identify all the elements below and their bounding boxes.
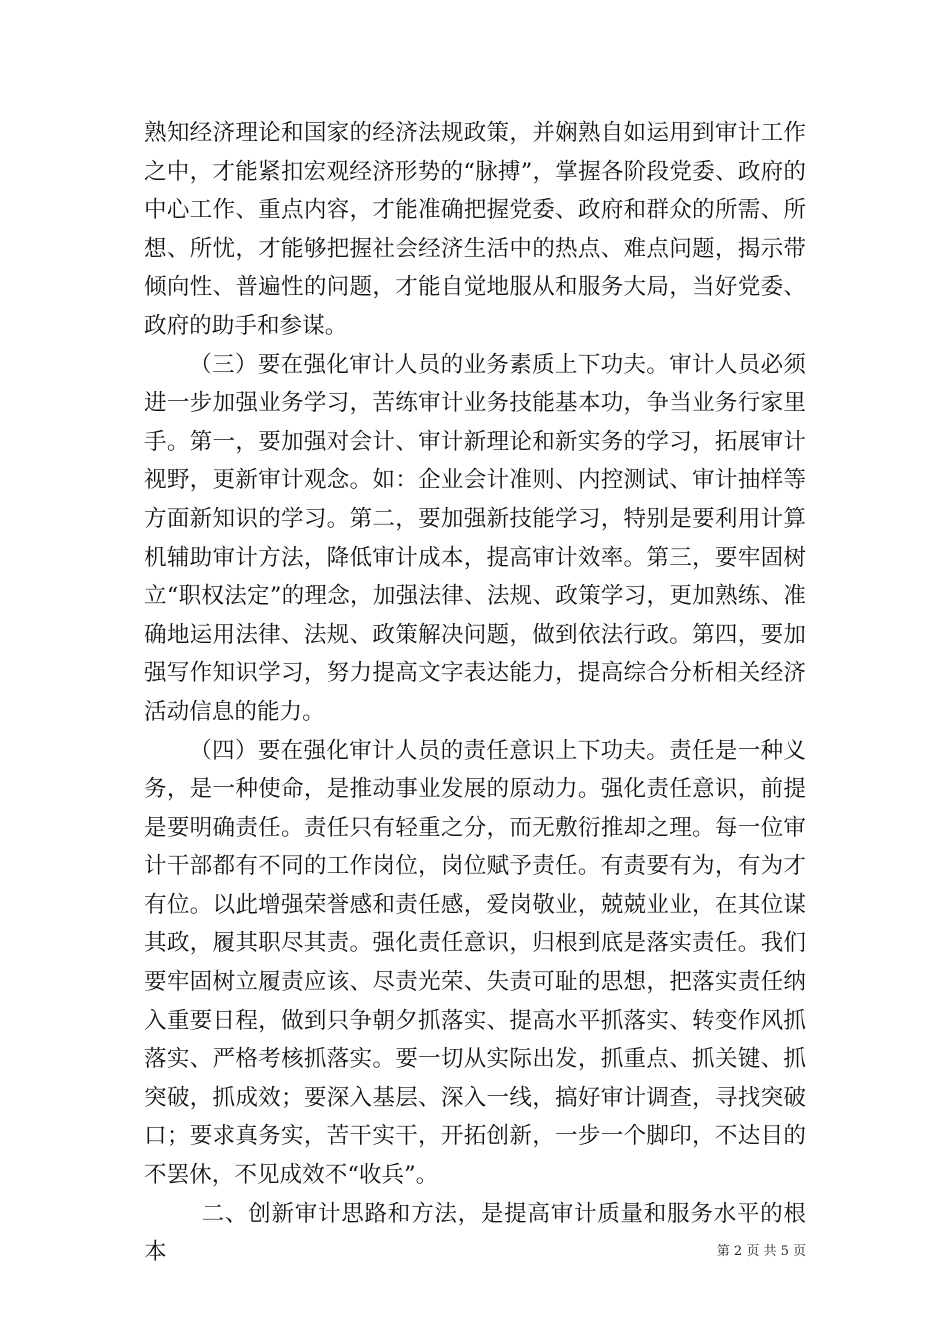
paragraph-continued: 熟知经济理论和国家的经济法规政策，并娴熟自如运用到审计工作之中，才能紧扣宏观经济形势的“脉搏”，掌握各阶段党委、政府的中心工作、重点内容，才能准确把握党委、政府和群众的所需、所想、所忧，才能够把握社会经济生活中的热点、难点问题，揭示带倾向性、普遍性的问题，才能自觉地服从和服务大局，当好党委、政府的助手和参谋。 <box>144 120 806 339</box>
paragraph-section-four: （四）要在强化审计人员的责任意识上下功夫。责任是一种义务，是一种使命，是推动事业发展的原动力。强化责任意识，前提是要明确责任。责任只有轻重之分，而无敷衍推却之理。每一位审计干部都有不同的工作岗位，岗位赋予责任。有责要有为，有为才有位。以此增强荣誉感和责任感，爱岗敬业，兢兢业业，在其位谋其政，履其职尽其责。强化责任意识，归根到底是落实责任。我们要牢固树立履责应该、尽责光荣、失责可耻的思想，把落实责任纳入重要日程，做到只争朝夕抓落实、提高水平抓落实、转变作风抓落实、严格考核抓落实。要一切从实际出发，抓重点、抓关键、抓突破，抓成效；要深入基层、深入一线，搞好审计调查，寻找突破口；要求真务实，苦干实干，开拓创新，一步一个脚印，不达目的不罢休，不见成效不“收兵”。 <box>144 737 806 1189</box>
paragraph-heading-two: 二、创新审计思路和方法，是提高审计质量和服务水平的根本 <box>144 1200 806 1266</box>
paragraph-section-three: （三）要在强化审计人员的业务素质上下功夫。审计人员必须进一步加强业务学习，苦练审计业务技能基本功，争当业务行家里手。第一，要加强对会计、审计新理论和新实务的学习，拓展审计视野，更新审计观念。如：企业会计准则、内控测试、审计抽样等方面新知识的学习。第二，要加强新技能学习，特别是要利用计算机辅助审计方法，降低审计成本，提高审计效率。第三，要牢固树立“职权法定”的理念，加强法律、法规、政策学习，更加熟练、准确地运用法律、法规、政策解决问题，做到依法行政。第四，要加强写作知识学习，努力提高文字表达能力，提高综合分析相关经济活动信息的能力。 <box>144 351 806 725</box>
page-number-footer: 第 2 页 共 5 页 <box>716 1244 806 1259</box>
body-text <box>144 114 806 1272</box>
